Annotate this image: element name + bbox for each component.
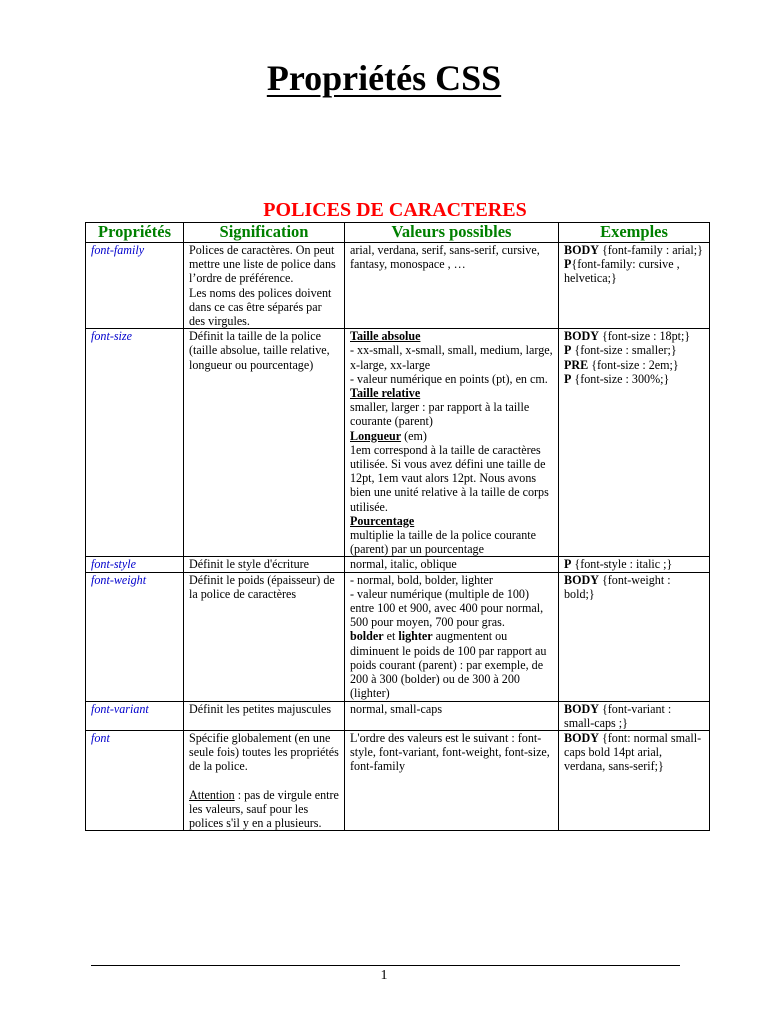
meaning-warning [189, 788, 339, 831]
example-line [564, 329, 704, 343]
values-keyword: bolder [350, 629, 384, 644]
property-values: L'ordre des valeurs est le suivant : font-style, font-variant, font-weight, font-size, font-family [345, 730, 559, 830]
values-heading: Longueur [350, 428, 402, 443]
property-examples [559, 557, 710, 572]
table-row [86, 572, 710, 701]
property-examples [559, 243, 710, 329]
example-selector: PRE [564, 357, 589, 372]
property-meaning [184, 730, 345, 830]
property-meaning: Définit le poids (épaisseur) de la police de caractères [184, 572, 345, 701]
values-text: - valeur numérique (multiple de 100) entre 100 et 900, avec 400 pour normal, 500 pour moyen, 700 pour gras. [350, 586, 544, 630]
warning-text: : pas de virgule entre les valeurs, sauf pour les polices s'il y en a plusieurs. [189, 787, 339, 830]
property-name: font-family [86, 243, 184, 329]
table-row [86, 243, 710, 329]
example-selector: BODY [564, 329, 599, 344]
meaning-text: Les noms des polices doivent dans ce cas être séparés par des virgules. [189, 285, 332, 329]
example-line [564, 257, 704, 285]
values-heading: Taille relative [350, 386, 421, 401]
property-meaning: Définit le style d'écriture [184, 557, 345, 572]
values-text: - xx-small, x-small, small, medium, large, x-large, xx-large [350, 343, 553, 372]
values-text: smaller, larger : par rapport à la taille courante (parent) [350, 400, 530, 429]
values-text: - valeur numérique en points (pt), en cm. [350, 371, 548, 386]
property-name: font [86, 730, 184, 830]
property-values: normal, small-caps [345, 701, 559, 730]
example-rule: {font-size : 300%;} [571, 371, 670, 386]
header-meaning: Signification [184, 223, 345, 243]
values-heading: Taille absolue [350, 329, 421, 344]
property-meaning: Définit les petites majuscules [184, 701, 345, 730]
table-row [86, 701, 710, 730]
property-values [345, 329, 559, 557]
example-selector: P [564, 371, 572, 386]
values-connector: et [383, 629, 399, 644]
example-rule: {font-family: cursive , helvetica;} [564, 257, 680, 286]
property-examples [559, 329, 710, 557]
property-name: font-weight [86, 572, 184, 701]
paragraph-gap [189, 774, 339, 788]
property-values [345, 572, 559, 701]
example-line [564, 702, 704, 730]
property-meaning [184, 243, 345, 329]
warning-label: Attention [189, 787, 235, 802]
example-line [564, 343, 704, 357]
example-line [564, 557, 704, 571]
meaning-text: Spécifie globalement (en une seule fois) toutes les propriétés de la police. [189, 730, 339, 774]
example-selector: P [564, 257, 572, 272]
example-selector: BODY [564, 730, 599, 745]
example-rule: {font-size : 2em;} [588, 357, 679, 372]
property-meaning: Définit la taille de la police (taille absolue, taille relative, longueur ou pourcentage) [184, 329, 345, 557]
meaning-text: Polices de caractères. On peut mettre une liste de police dans l’ordre de préférence. [189, 243, 336, 286]
values-text: 1em correspond à la taille de caractères utilisée. Si vous avez défini une taille de 12pt, 1em vaut alors 12pt. Nous avons bien une unité relative à la taille de corps utilisée. [350, 442, 549, 514]
table-row [86, 557, 710, 572]
values-explanation: augmentent ou diminuent le poids de 100 par rapport au poids courant (parent) : par exemple, de 200 à 300 (bolder) ou de 300 à 200 (lighter) [350, 629, 547, 701]
header-properties: Propriétés [86, 223, 184, 243]
page-number: 1 [380, 968, 388, 983]
table-row [86, 730, 710, 830]
example-line [564, 372, 704, 386]
values-heading: Pourcentage [350, 513, 415, 528]
example-selector: BODY [564, 243, 599, 257]
example-rule: {font-variant : small-caps ;} [564, 701, 672, 730]
example-rule: {font-style : italic ;} [571, 557, 673, 572]
example-line [564, 243, 704, 257]
header-values: Valeurs possibles [345, 223, 559, 243]
footer-divider [91, 965, 680, 966]
example-rule: {font-size : smaller;} [571, 343, 677, 358]
property-examples [559, 730, 710, 830]
property-examples [559, 572, 710, 701]
values-keyword: lighter [398, 629, 433, 644]
property-examples [559, 701, 710, 730]
example-line [564, 731, 704, 774]
section-title: POLICES DE CARACTERES [263, 199, 527, 221]
property-name: font-size [86, 329, 184, 557]
property-values: normal, italic, oblique [345, 557, 559, 572]
values-unit: (em) [401, 428, 427, 443]
values-text [350, 629, 553, 700]
example-selector: P [564, 343, 572, 358]
example-rule: {font-family : arial;} [598, 243, 703, 257]
page-title: Propriétés CSS [266, 58, 502, 98]
example-selector: BODY [564, 572, 599, 587]
example-rule: {font: normal small-caps bold 14pt arial, verdana, sans-serif;} [564, 730, 702, 774]
table-header-row [86, 223, 710, 243]
example-line [564, 358, 704, 372]
table-row [86, 329, 710, 557]
property-name: font-style [86, 557, 184, 572]
values-text: multiplie la taille de la police courante (parent) par un pourcentage [350, 528, 537, 557]
example-rule: {font-weight : bold;} [564, 572, 671, 601]
header-examples: Exemples [559, 223, 710, 243]
properties-table [85, 222, 710, 831]
example-selector: P [564, 557, 572, 572]
property-values: arial, verdana, serif, sans-serif, cursive, fantasy, monospace , … [345, 243, 559, 329]
example-line [564, 573, 704, 601]
values-text: - normal, bold, bolder, lighter [350, 572, 493, 587]
property-name: font-variant [86, 701, 184, 730]
example-rule: {font-size : 18pt;} [598, 329, 691, 344]
example-selector: BODY [564, 701, 599, 716]
values-heading-line [350, 429, 553, 443]
